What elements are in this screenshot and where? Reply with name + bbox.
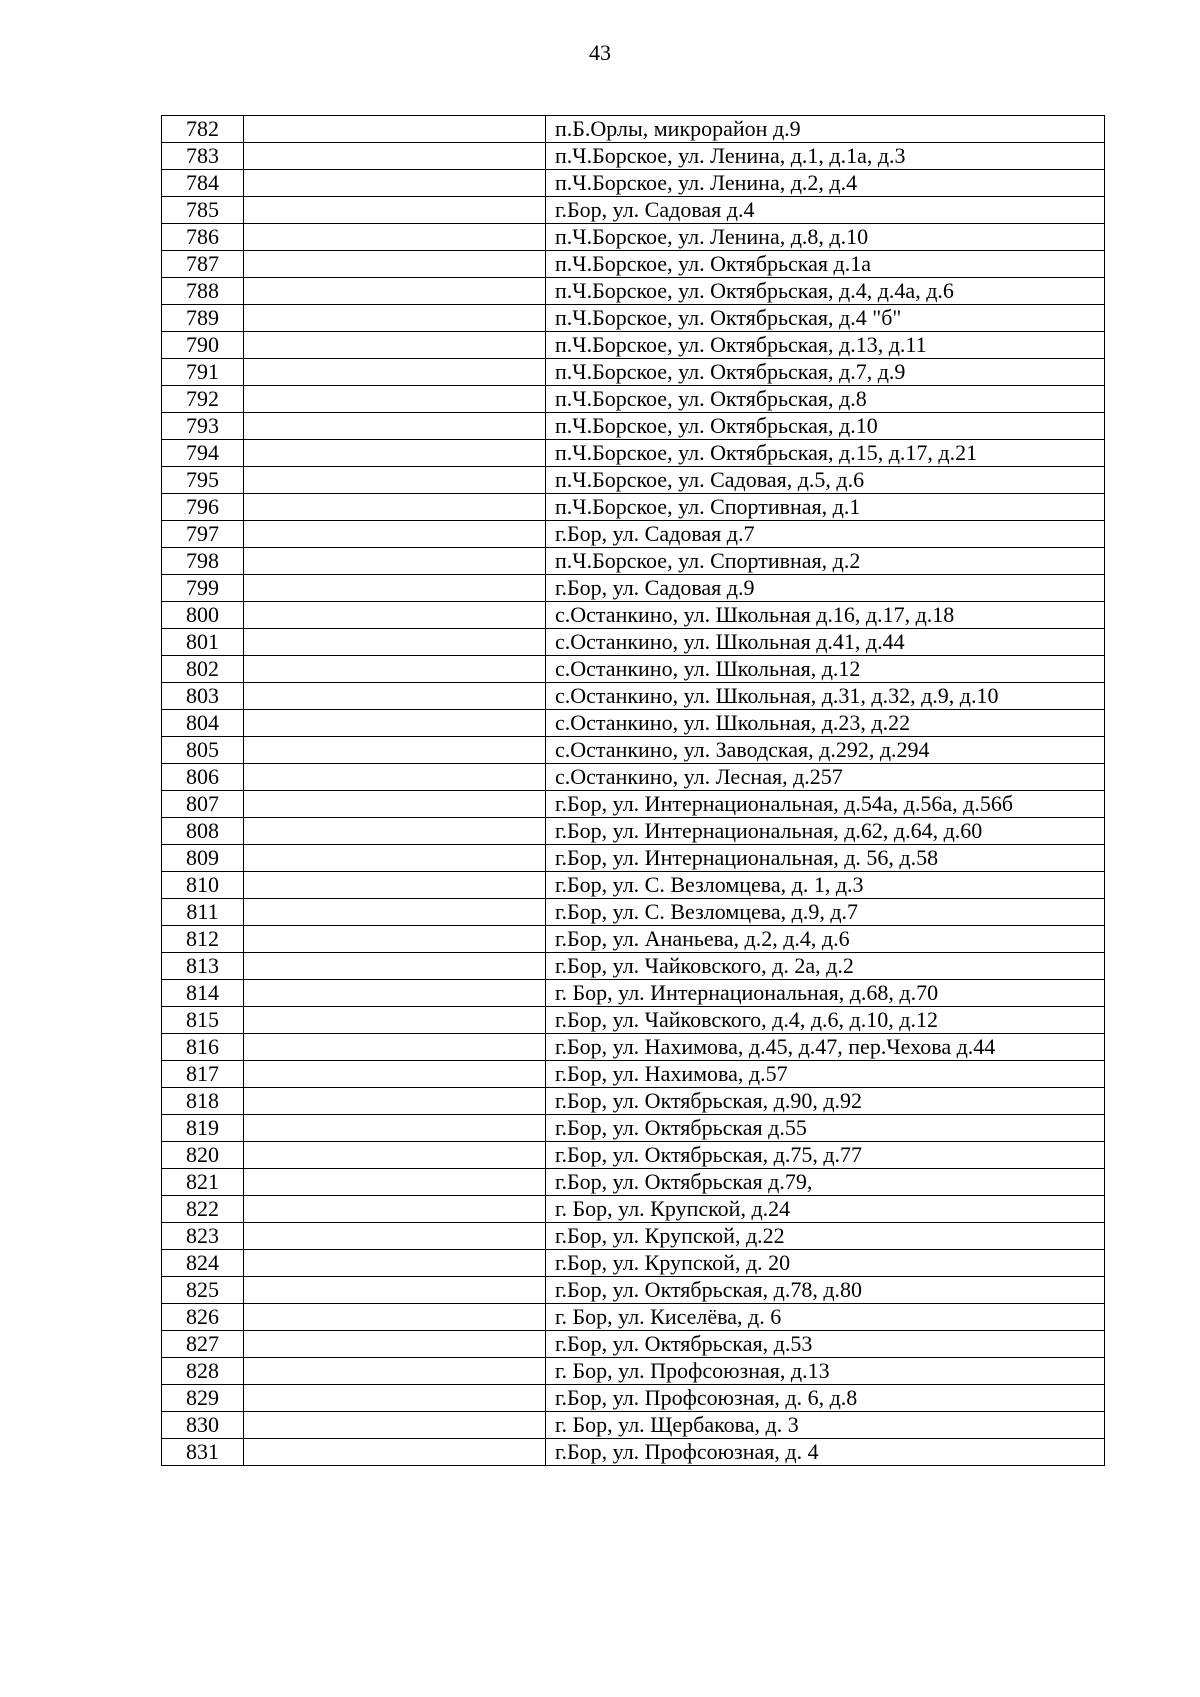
table-row bbox=[162, 629, 1105, 656]
row-number: 800 bbox=[162, 602, 244, 629]
organization-cell bbox=[244, 818, 546, 845]
address-cell: г. Бор, ул. Профсоюзная, д.13 bbox=[546, 1358, 1105, 1385]
organization-cell bbox=[244, 1250, 546, 1277]
organization-cell bbox=[244, 926, 546, 953]
address-cell: с.Останкино, ул. Школьная д.41, д.44 bbox=[546, 629, 1105, 656]
page-number: 43 bbox=[589, 40, 611, 65]
row-number: 818 bbox=[162, 1088, 244, 1115]
organization-cell bbox=[244, 440, 546, 467]
organization-cell bbox=[244, 764, 546, 791]
address-cell: с.Останкино, ул. Лесная, д.257 bbox=[546, 764, 1105, 791]
table-row bbox=[162, 926, 1105, 953]
organization-cell bbox=[244, 980, 546, 1007]
address-cell: п.Ч.Борское, ул. Октябрьская, д.7, д.9 bbox=[546, 359, 1105, 386]
table-row bbox=[162, 980, 1105, 1007]
row-number: 816 bbox=[162, 1034, 244, 1061]
table-row bbox=[162, 737, 1105, 764]
address-cell: г. Бор, ул. Щербакова, д. 3 bbox=[546, 1412, 1105, 1439]
address-cell: г.Бор, ул. С. Везломцева, д.9, д.7 bbox=[546, 899, 1105, 926]
address-cell: с.Останкино, ул. Заводская, д.292, д.294 bbox=[546, 737, 1105, 764]
organization-cell bbox=[244, 1439, 546, 1466]
row-number: 805 bbox=[162, 737, 244, 764]
row-number: 785 bbox=[162, 197, 244, 224]
organization-cell bbox=[244, 575, 546, 602]
organization-cell bbox=[244, 872, 546, 899]
address-cell: п.Ч.Борское, ул. Садовая, д.5, д.6 bbox=[546, 467, 1105, 494]
address-cell: г.Бор, ул. Октябрьская, д.53 bbox=[546, 1331, 1105, 1358]
table-row bbox=[162, 143, 1105, 170]
address-cell: п.Ч.Борское, ул. Октябрьская, д.15, д.17, д.21 bbox=[546, 440, 1105, 467]
row-number: 803 bbox=[162, 683, 244, 710]
row-number: 797 bbox=[162, 521, 244, 548]
organization-cell bbox=[244, 1277, 546, 1304]
address-cell: г.Бор, ул. Октябрьская, д.75, д.77 bbox=[546, 1142, 1105, 1169]
address-cell: г.Бор, ул. Профсоюзная, д. 6, д.8 bbox=[546, 1385, 1105, 1412]
table-row bbox=[162, 116, 1105, 143]
address-cell: с.Останкино, ул. Школьная, д.23, д.22 bbox=[546, 710, 1105, 737]
row-number: 807 bbox=[162, 791, 244, 818]
organization-cell bbox=[244, 1412, 546, 1439]
row-number: 790 bbox=[162, 332, 244, 359]
row-number: 821 bbox=[162, 1169, 244, 1196]
table-row bbox=[162, 1439, 1105, 1466]
row-number: 793 bbox=[162, 413, 244, 440]
table-row bbox=[162, 1034, 1105, 1061]
table-row bbox=[162, 224, 1105, 251]
address-cell: г. Бор, ул. Интернациональная, д.68, д.70 bbox=[546, 980, 1105, 1007]
table-row bbox=[162, 1061, 1105, 1088]
organization-cell bbox=[244, 1061, 546, 1088]
row-number: 782 bbox=[162, 116, 244, 143]
table-row bbox=[162, 1088, 1105, 1115]
table-row bbox=[162, 1358, 1105, 1385]
address-cell: г.Бор, ул. Чайковского, д.4, д.6, д.10, д.12 bbox=[546, 1007, 1105, 1034]
organization-cell bbox=[244, 305, 546, 332]
organization-cell bbox=[244, 386, 546, 413]
organization-cell bbox=[244, 737, 546, 764]
row-number: 814 bbox=[162, 980, 244, 1007]
organization-cell bbox=[244, 1304, 546, 1331]
organization-cell bbox=[244, 143, 546, 170]
organization-cell bbox=[244, 467, 546, 494]
address-cell: г.Бор, ул. Нахимова, д.57 bbox=[546, 1061, 1105, 1088]
address-table-body bbox=[162, 116, 1105, 1466]
table-row bbox=[162, 791, 1105, 818]
row-number: 783 bbox=[162, 143, 244, 170]
address-cell: г.Бор, ул. С. Везломцева, д. 1, д.3 bbox=[546, 872, 1105, 899]
row-number: 795 bbox=[162, 467, 244, 494]
organization-cell bbox=[244, 629, 546, 656]
table-row bbox=[162, 1196, 1105, 1223]
address-cell: г.Бор, ул. Октябрьская д.55 bbox=[546, 1115, 1105, 1142]
row-number: 826 bbox=[162, 1304, 244, 1331]
row-number: 798 bbox=[162, 548, 244, 575]
organization-cell bbox=[244, 1169, 546, 1196]
table-row bbox=[162, 953, 1105, 980]
table-row bbox=[162, 251, 1105, 278]
address-cell: г.Бор, ул. Крупской, д.22 bbox=[546, 1223, 1105, 1250]
organization-cell bbox=[244, 1007, 546, 1034]
row-number: 822 bbox=[162, 1196, 244, 1223]
address-cell: г.Бор, ул. Садовая д.4 bbox=[546, 197, 1105, 224]
organization-cell bbox=[244, 548, 546, 575]
table-row bbox=[162, 1304, 1105, 1331]
row-number: 786 bbox=[162, 224, 244, 251]
organization-cell bbox=[244, 413, 546, 440]
table-row bbox=[162, 494, 1105, 521]
table-row bbox=[162, 359, 1105, 386]
row-number: 789 bbox=[162, 305, 244, 332]
table-row bbox=[162, 467, 1105, 494]
table-row bbox=[162, 602, 1105, 629]
table-row bbox=[162, 1385, 1105, 1412]
table-row bbox=[162, 710, 1105, 737]
organization-cell bbox=[244, 251, 546, 278]
table-row bbox=[162, 170, 1105, 197]
organization-cell bbox=[244, 683, 546, 710]
organization-cell bbox=[244, 1142, 546, 1169]
table-row bbox=[162, 386, 1105, 413]
table-row bbox=[162, 1223, 1105, 1250]
table-row bbox=[162, 1250, 1105, 1277]
table-row bbox=[162, 845, 1105, 872]
row-number: 817 bbox=[162, 1061, 244, 1088]
row-number: 806 bbox=[162, 764, 244, 791]
table-row bbox=[162, 413, 1105, 440]
row-number: 819 bbox=[162, 1115, 244, 1142]
address-cell: с.Останкино, ул. Школьная д.16, д.17, д.18 bbox=[546, 602, 1105, 629]
address-cell: г.Бор, ул. Интернациональная, д.62, д.64, д.60 bbox=[546, 818, 1105, 845]
row-number: 831 bbox=[162, 1439, 244, 1466]
organization-cell bbox=[244, 1385, 546, 1412]
row-number: 796 bbox=[162, 494, 244, 521]
row-number: 799 bbox=[162, 575, 244, 602]
address-cell: г.Бор, ул. Октябрьская, д.90, д.92 bbox=[546, 1088, 1105, 1115]
row-number: 802 bbox=[162, 656, 244, 683]
table-row bbox=[162, 197, 1105, 224]
table-row bbox=[162, 872, 1105, 899]
organization-cell bbox=[244, 494, 546, 521]
address-cell: п.Ч.Борское, ул. Октябрьская, д.8 bbox=[546, 386, 1105, 413]
row-number: 810 bbox=[162, 872, 244, 899]
address-cell: п.Ч.Борское, ул. Октябрьская, д.4, д.4а, д.6 bbox=[546, 278, 1105, 305]
organization-cell bbox=[244, 602, 546, 629]
table-row bbox=[162, 1331, 1105, 1358]
table-row bbox=[162, 1142, 1105, 1169]
row-number: 815 bbox=[162, 1007, 244, 1034]
organization-cell bbox=[244, 845, 546, 872]
table-row bbox=[162, 1115, 1105, 1142]
organization-cell bbox=[244, 116, 546, 143]
table-row bbox=[162, 521, 1105, 548]
address-cell: п.Ч.Борское, ул. Октябрьская, д.10 bbox=[546, 413, 1105, 440]
table-row bbox=[162, 305, 1105, 332]
row-number: 813 bbox=[162, 953, 244, 980]
row-number: 794 bbox=[162, 440, 244, 467]
address-cell: г.Бор, ул. Крупской, д. 20 bbox=[546, 1250, 1105, 1277]
organization-cell bbox=[244, 1223, 546, 1250]
row-number: 825 bbox=[162, 1277, 244, 1304]
row-number: 809 bbox=[162, 845, 244, 872]
row-number: 784 bbox=[162, 170, 244, 197]
address-cell: п.Ч.Борское, ул. Спортивная, д.2 bbox=[546, 548, 1105, 575]
organization-cell bbox=[244, 224, 546, 251]
address-cell: г.Бор, ул. Октябрьская, д.78, д.80 bbox=[546, 1277, 1105, 1304]
address-cell: г.Бор, ул. Садовая д.9 bbox=[546, 575, 1105, 602]
organization-cell bbox=[244, 791, 546, 818]
table-row bbox=[162, 440, 1105, 467]
row-number: 823 bbox=[162, 1223, 244, 1250]
row-number: 828 bbox=[162, 1358, 244, 1385]
address-cell: г.Бор, ул. Интернациональная, д. 56, д.58 bbox=[546, 845, 1105, 872]
row-number: 827 bbox=[162, 1331, 244, 1358]
table-row bbox=[162, 899, 1105, 926]
address-cell: г.Бор, ул. Октябрьская д.79, bbox=[546, 1169, 1105, 1196]
table-row bbox=[162, 278, 1105, 305]
table-row bbox=[162, 1277, 1105, 1304]
organization-cell bbox=[244, 521, 546, 548]
address-cell: г. Бор, ул. Крупской, д.24 bbox=[546, 1196, 1105, 1223]
organization-cell bbox=[244, 332, 546, 359]
address-cell: п.Ч.Борское, ул. Ленина, д.8, д.10 bbox=[546, 224, 1105, 251]
address-cell: г.Бор, ул. Чайковского, д. 2а, д.2 bbox=[546, 953, 1105, 980]
address-cell: п.Ч.Борское, ул. Ленина, д.2, д.4 bbox=[546, 170, 1105, 197]
address-cell: с.Останкино, ул. Школьная, д.31, д.32, д.9, д.10 bbox=[546, 683, 1105, 710]
row-number: 792 bbox=[162, 386, 244, 413]
organization-cell bbox=[244, 710, 546, 737]
address-cell: п.Ч.Борское, ул. Октябрьская, д.4 "б" bbox=[546, 305, 1105, 332]
address-cell: п.Ч.Борское, ул. Октябрьская д.1а bbox=[546, 251, 1105, 278]
address-cell: п.Ч.Борское, ул. Октябрьская, д.13, д.11 bbox=[546, 332, 1105, 359]
address-table bbox=[161, 115, 1105, 1466]
address-cell: г.Бор, ул. Интернациональная, д.54а, д.56а, д.56б bbox=[546, 791, 1105, 818]
row-number: 787 bbox=[162, 251, 244, 278]
table-row bbox=[162, 1007, 1105, 1034]
table-row bbox=[162, 1169, 1105, 1196]
address-cell: п.Ч.Борское, ул. Ленина, д.1, д.1а, д.3 bbox=[546, 143, 1105, 170]
organization-cell bbox=[244, 278, 546, 305]
organization-cell bbox=[244, 899, 546, 926]
address-cell: п.Б.Орлы, микрорайон д.9 bbox=[546, 116, 1105, 143]
table-row bbox=[162, 656, 1105, 683]
row-number: 808 bbox=[162, 818, 244, 845]
organization-cell bbox=[244, 1358, 546, 1385]
address-cell: г.Бор, ул. Профсоюзная, д. 4 bbox=[546, 1439, 1105, 1466]
organization-cell bbox=[244, 1034, 546, 1061]
address-cell: г.Бор, ул. Садовая д.7 bbox=[546, 521, 1105, 548]
row-number: 830 bbox=[162, 1412, 244, 1439]
organization-cell bbox=[244, 953, 546, 980]
table-row bbox=[162, 1412, 1105, 1439]
address-cell: г. Бор, ул. Киселёва, д. 6 bbox=[546, 1304, 1105, 1331]
organization-cell bbox=[244, 1196, 546, 1223]
organization-cell bbox=[244, 1088, 546, 1115]
table-row bbox=[162, 575, 1105, 602]
row-number: 804 bbox=[162, 710, 244, 737]
address-cell: с.Останкино, ул. Школьная, д.12 bbox=[546, 656, 1105, 683]
row-number: 820 bbox=[162, 1142, 244, 1169]
row-number: 829 bbox=[162, 1385, 244, 1412]
organization-cell bbox=[244, 656, 546, 683]
organization-cell bbox=[244, 1331, 546, 1358]
table-row bbox=[162, 764, 1105, 791]
table-row bbox=[162, 683, 1105, 710]
row-number: 811 bbox=[162, 899, 244, 926]
organization-cell bbox=[244, 170, 546, 197]
row-number: 791 bbox=[162, 359, 244, 386]
organization-cell bbox=[244, 359, 546, 386]
row-number: 824 bbox=[162, 1250, 244, 1277]
address-cell: г.Бор, ул. Нахимова, д.45, д.47, пер.Чехова д.44 bbox=[546, 1034, 1105, 1061]
address-cell: г.Бор, ул. Ананьева, д.2, д.4, д.6 bbox=[546, 926, 1105, 953]
table-row bbox=[162, 548, 1105, 575]
table-row bbox=[162, 332, 1105, 359]
row-number: 801 bbox=[162, 629, 244, 656]
table-row bbox=[162, 818, 1105, 845]
address-cell: п.Ч.Борское, ул. Спортивная, д.1 bbox=[546, 494, 1105, 521]
row-number: 788 bbox=[162, 278, 244, 305]
organization-cell bbox=[244, 197, 546, 224]
organization-cell bbox=[244, 1115, 546, 1142]
row-number: 812 bbox=[162, 926, 244, 953]
